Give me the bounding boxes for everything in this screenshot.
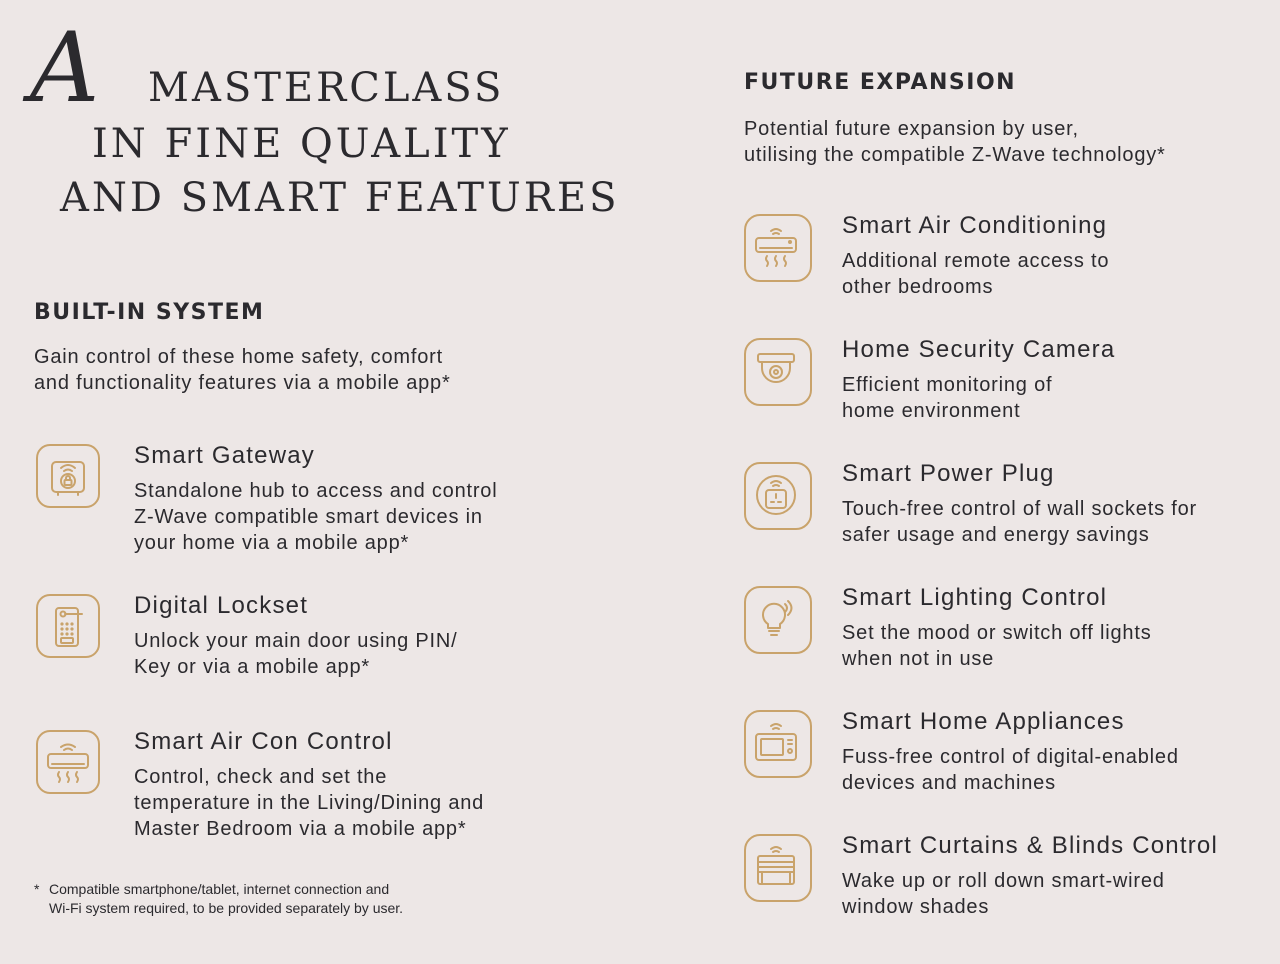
description-line: Additional remote access to — [842, 250, 1110, 272]
description-line: Set the mood or switch off lights — [842, 622, 1152, 644]
feature-digital-lockset — [36, 594, 576, 724]
page-title — [30, 12, 620, 230]
description-line: Wake up or roll down smart-wired — [842, 870, 1165, 892]
description-line: temperature in the Living/Dining and — [134, 792, 485, 814]
description-line: Efficient monitoring of — [842, 374, 1053, 396]
description-line: home environment — [842, 400, 1021, 422]
air-con-icon — [36, 730, 100, 794]
title-line-2: IN FINE QUALITY — [92, 121, 511, 167]
description-line: your home via a mobile app* — [134, 532, 410, 554]
light-bulb-icon — [744, 586, 812, 654]
feature-description — [134, 628, 564, 680]
description-line: devices and machines — [842, 772, 1056, 794]
feature-description — [842, 744, 1262, 796]
footnote-line-2: Wi-Fi system required, to be provided separately by user. — [49, 900, 404, 916]
feature-title: Smart Gateway — [134, 442, 315, 469]
gateway-icon — [36, 444, 100, 508]
security-camera-icon — [744, 338, 812, 406]
built-in-intro-line-2: and functionality features via a mobile app* — [34, 372, 451, 394]
lockset-icon — [36, 594, 100, 658]
feature-smart-lighting-control — [744, 586, 1280, 716]
future-intro-line-2: utilising the compatible Z-Wave technology* — [744, 144, 1166, 166]
description-line: Key or via a mobile app* — [134, 656, 370, 678]
description-line: Master Bedroom via a mobile app* — [134, 818, 467, 840]
description-line: Standalone hub to access and control — [134, 480, 498, 502]
feature-title: Smart Lighting Control — [842, 584, 1108, 611]
curtains-icon — [744, 834, 812, 902]
feature-description — [842, 620, 1262, 672]
feature-smart-curtains-blinds-control — [744, 834, 1280, 964]
feature-description — [842, 496, 1262, 548]
microwave-icon — [744, 710, 812, 778]
feature-smart-power-plug — [744, 462, 1280, 592]
feature-smart-air-conditioning — [744, 214, 1280, 344]
description-line: Touch-free control of wall sockets for — [842, 498, 1197, 520]
feature-description — [134, 764, 564, 842]
future-intro-line-1: Potential future expansion by user, — [744, 118, 1079, 140]
title-line-1: MASTERCLASS — [148, 65, 505, 111]
feature-description — [842, 372, 1262, 424]
description-line: Unlock your main door using PIN/ — [134, 630, 458, 652]
built-in-intro — [34, 344, 554, 396]
description-line: other bedrooms — [842, 276, 994, 298]
future-intro — [744, 116, 1264, 168]
feature-description — [134, 478, 564, 556]
feature-title: Smart Power Plug — [842, 460, 1055, 487]
description-line: Fuss-free control of digital-enabled — [842, 746, 1179, 768]
feature-title: Digital Lockset — [134, 592, 309, 619]
description-line: Control, check and set the — [134, 766, 388, 788]
air-conditioner-icon — [744, 214, 812, 282]
future-heading: FUTURE EXPANSION — [744, 70, 1017, 95]
feature-title: Smart Air Con Control — [134, 728, 393, 755]
built-in-heading: BUILT-IN SYSTEM — [34, 300, 265, 325]
title-line-3: AND SMART FEATURES — [60, 175, 620, 221]
feature-title: Home Security Camera — [842, 336, 1116, 363]
feature-smart-air-con-control — [36, 730, 576, 860]
feature-description — [842, 248, 1262, 300]
title-initial: A — [30, 12, 100, 124]
feature-smart-gateway — [36, 444, 576, 574]
feature-home-security-camera — [744, 338, 1280, 468]
footnote-line-1: Compatible smartphone/tablet, internet connection and — [49, 881, 390, 897]
feature-smart-home-appliances — [744, 710, 1280, 840]
description-line: when not in use — [842, 648, 995, 670]
footnote — [34, 880, 504, 918]
power-plug-icon — [744, 462, 812, 530]
feature-title: Smart Home Appliances — [842, 708, 1125, 735]
feature-description — [842, 868, 1262, 920]
description-line: window shades — [842, 896, 990, 918]
description-line: safer usage and energy savings — [842, 524, 1150, 546]
description-line: Z-Wave compatible smart devices in — [134, 506, 483, 528]
feature-title: Smart Air Conditioning — [842, 212, 1108, 239]
footnote-star: * — [34, 881, 40, 897]
feature-title: Smart Curtains & Blinds Control — [842, 832, 1218, 859]
built-in-intro-line-1: Gain control of these home safety, comfort — [34, 346, 443, 368]
